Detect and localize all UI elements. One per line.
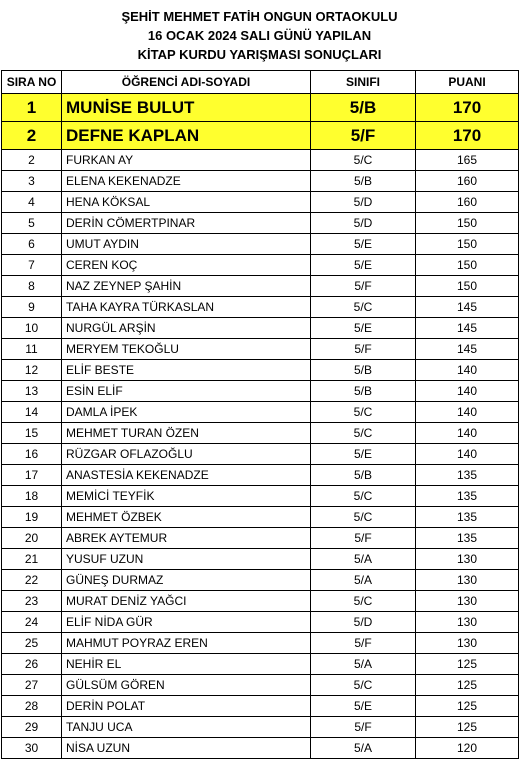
- table-row: [2, 528, 519, 549]
- student-name-cell: MUNİSE BULUT: [62, 94, 311, 122]
- rank-cell: 8: [2, 276, 62, 297]
- rank-cell: 23: [2, 591, 62, 612]
- class-cell: 5/C: [311, 486, 416, 507]
- rank-cell: 19: [2, 507, 62, 528]
- score-cell: 135: [416, 507, 519, 528]
- student-name-cell: ESİN ELİF: [62, 381, 311, 402]
- score-cell: 135: [416, 528, 519, 549]
- score-cell: 135: [416, 465, 519, 486]
- student-name-cell: ABREK AYTEMUR: [62, 528, 311, 549]
- score-cell: 135: [416, 486, 519, 507]
- class-cell: 5/E: [311, 696, 416, 717]
- score-cell: 140: [416, 423, 519, 444]
- class-cell: 5/E: [311, 318, 416, 339]
- table-row: [2, 402, 519, 423]
- class-cell: 5/D: [311, 612, 416, 633]
- score-cell: 170: [416, 122, 519, 150]
- class-cell: 5/C: [311, 675, 416, 696]
- score-cell: 150: [416, 213, 519, 234]
- table-row: [2, 465, 519, 486]
- student-name-cell: GÜLSÜM GÖREN: [62, 675, 311, 696]
- score-cell: 125: [416, 696, 519, 717]
- table-row: [2, 444, 519, 465]
- table-row: [2, 171, 519, 192]
- rank-cell: 9: [2, 297, 62, 318]
- rank-cell: 18: [2, 486, 62, 507]
- score-cell: 150: [416, 234, 519, 255]
- score-cell: 165: [416, 150, 519, 171]
- student-name-cell: DEFNE KAPLAN: [62, 122, 311, 150]
- class-cell: 5/C: [311, 150, 416, 171]
- student-name-cell: DAMLA İPEK: [62, 402, 311, 423]
- rank-cell: 25: [2, 633, 62, 654]
- table-row: [2, 717, 519, 738]
- student-name-cell: MURAT DENİZ YAĞCI: [62, 591, 311, 612]
- results-title: KİTAP KURDU YARIŞMASI SONUÇLARI: [137, 47, 382, 62]
- class-cell: 5/D: [311, 213, 416, 234]
- class-cell: 5/F: [311, 122, 416, 150]
- score-cell: 130: [416, 570, 519, 591]
- class-cell: 5/F: [311, 717, 416, 738]
- table-row: [2, 591, 519, 612]
- column-header-rank: SIRA NO: [2, 71, 62, 94]
- rank-cell: 6: [2, 234, 62, 255]
- class-cell: 5/B: [311, 171, 416, 192]
- class-cell: 5/B: [311, 94, 416, 122]
- column-header-name: ÖĞRENCİ ADI-SOYADI: [62, 71, 311, 94]
- class-cell: 5/F: [311, 633, 416, 654]
- rank-cell: 15: [2, 423, 62, 444]
- class-cell: 5/F: [311, 339, 416, 360]
- class-cell: 5/B: [311, 381, 416, 402]
- student-name-cell: TAHA KAYRA TÜRKASLAN: [62, 297, 311, 318]
- table-row: [2, 381, 519, 402]
- rank-cell: 7: [2, 255, 62, 276]
- student-name-cell: MAHMUT POYRAZ EREN: [62, 633, 311, 654]
- table-row: [2, 213, 519, 234]
- student-name-cell: ELİF BESTE: [62, 360, 311, 381]
- rank-cell: 17: [2, 465, 62, 486]
- score-cell: 170: [416, 94, 519, 122]
- student-name-cell: GÜNEŞ DURMAZ: [62, 570, 311, 591]
- table-row: [2, 654, 519, 675]
- score-cell: 120: [416, 738, 519, 759]
- student-name-cell: YUSUF UZUN: [62, 549, 311, 570]
- student-name-cell: UMUT AYDIN: [62, 234, 311, 255]
- student-name-cell: ANASTESİA KEKENADZE: [62, 465, 311, 486]
- table-header-row: [2, 71, 519, 94]
- table-row: [2, 675, 519, 696]
- class-cell: 5/E: [311, 444, 416, 465]
- student-name-cell: MEHMET ÖZBEK: [62, 507, 311, 528]
- student-name-cell: CEREN KOÇ: [62, 255, 311, 276]
- class-cell: 5/E: [311, 255, 416, 276]
- class-cell: 5/B: [311, 465, 416, 486]
- table-row: [2, 339, 519, 360]
- rank-cell: 14: [2, 402, 62, 423]
- class-cell: 5/A: [311, 738, 416, 759]
- table-row: [2, 234, 519, 255]
- rank-cell: 27: [2, 675, 62, 696]
- score-cell: 125: [416, 717, 519, 738]
- class-cell: 5/F: [311, 528, 416, 549]
- student-name-cell: FURKAN AY: [62, 150, 311, 171]
- class-cell: 5/C: [311, 507, 416, 528]
- score-cell: 145: [416, 297, 519, 318]
- rank-cell: 26: [2, 654, 62, 675]
- winner-row: [2, 94, 519, 122]
- rank-cell: 5: [2, 213, 62, 234]
- school-name: ŞEHİT MEHMET FATİH ONGUN ORTAOKULU: [121, 9, 398, 24]
- table-row: [2, 423, 519, 444]
- event-date: 16 OCAK 2024 SALI GÜNÜ YAPILAN: [147, 28, 372, 43]
- student-name-cell: NAZ ZEYNEP ŞAHİN: [62, 276, 311, 297]
- rank-cell: 11: [2, 339, 62, 360]
- student-name-cell: ELİF NİDA GÜR: [62, 612, 311, 633]
- student-name-cell: HENA KÖKSAL: [62, 192, 311, 213]
- score-cell: 125: [416, 654, 519, 675]
- score-cell: 160: [416, 171, 519, 192]
- score-cell: 160: [416, 192, 519, 213]
- class-cell: 5/B: [311, 360, 416, 381]
- student-name-cell: TANJU UCA: [62, 717, 311, 738]
- class-cell: 5/C: [311, 423, 416, 444]
- score-cell: 140: [416, 360, 519, 381]
- score-cell: 130: [416, 591, 519, 612]
- rank-cell: 22: [2, 570, 62, 591]
- score-cell: 140: [416, 402, 519, 423]
- class-cell: 5/A: [311, 549, 416, 570]
- score-cell: 130: [416, 612, 519, 633]
- student-name-cell: MEMİCİ TEYFİK: [62, 486, 311, 507]
- table-row: [2, 318, 519, 339]
- table-row: [2, 255, 519, 276]
- table-row: [2, 696, 519, 717]
- results-table: [1, 70, 519, 759]
- table-row: [2, 570, 519, 591]
- class-cell: 5/E: [311, 234, 416, 255]
- rank-cell: 2: [2, 122, 62, 150]
- student-name-cell: RÜZGAR OFLAZOĞLU: [62, 444, 311, 465]
- rank-cell: 30: [2, 738, 62, 759]
- rank-cell: 10: [2, 318, 62, 339]
- score-cell: 130: [416, 549, 519, 570]
- student-name-cell: NURGÜL ARŞİN: [62, 318, 311, 339]
- table-row: [2, 633, 519, 654]
- rank-cell: 12: [2, 360, 62, 381]
- student-name-cell: ELENA KEKENADZE: [62, 171, 311, 192]
- table-row: [2, 360, 519, 381]
- table-row: [2, 612, 519, 633]
- rank-cell: 20: [2, 528, 62, 549]
- score-cell: 150: [416, 276, 519, 297]
- student-name-cell: DERİN CÖMERTPINAR: [62, 213, 311, 234]
- class-cell: 5/A: [311, 654, 416, 675]
- rank-cell: 3: [2, 171, 62, 192]
- table-row: [2, 150, 519, 171]
- column-header-class: SINIFI: [311, 71, 416, 94]
- student-name-cell: MEHMET TURAN ÖZEN: [62, 423, 311, 444]
- student-name-cell: NİSA UZUN: [62, 738, 311, 759]
- class-cell: 5/C: [311, 402, 416, 423]
- class-cell: 5/A: [311, 570, 416, 591]
- document-header: [0, 0, 519, 71]
- rank-cell: 24: [2, 612, 62, 633]
- score-cell: 150: [416, 255, 519, 276]
- table-row: [2, 507, 519, 528]
- rank-cell: 4: [2, 192, 62, 213]
- winner-row: [2, 122, 519, 150]
- table-row: [2, 297, 519, 318]
- rank-cell: 16: [2, 444, 62, 465]
- student-name-cell: NEHİR EL: [62, 654, 311, 675]
- rank-cell: 13: [2, 381, 62, 402]
- rank-cell: 29: [2, 717, 62, 738]
- column-header-score: PUANI: [416, 71, 519, 94]
- score-cell: 130: [416, 633, 519, 654]
- score-cell: 140: [416, 381, 519, 402]
- class-cell: 5/C: [311, 591, 416, 612]
- class-cell: 5/F: [311, 276, 416, 297]
- table-row: [2, 549, 519, 570]
- score-cell: 145: [416, 318, 519, 339]
- score-cell: 145: [416, 339, 519, 360]
- table-row: [2, 738, 519, 759]
- table-row: [2, 276, 519, 297]
- rank-cell: 2: [2, 150, 62, 171]
- student-name-cell: MERYEM TEKOĞLU: [62, 339, 311, 360]
- class-cell: 5/C: [311, 297, 416, 318]
- student-name-cell: DERİN POLAT: [62, 696, 311, 717]
- score-cell: 140: [416, 444, 519, 465]
- table-row: [2, 192, 519, 213]
- score-cell: 125: [416, 675, 519, 696]
- class-cell: 5/D: [311, 192, 416, 213]
- rank-cell: 21: [2, 549, 62, 570]
- table-row: [2, 486, 519, 507]
- rank-cell: 1: [2, 94, 62, 122]
- rank-cell: 28: [2, 696, 62, 717]
